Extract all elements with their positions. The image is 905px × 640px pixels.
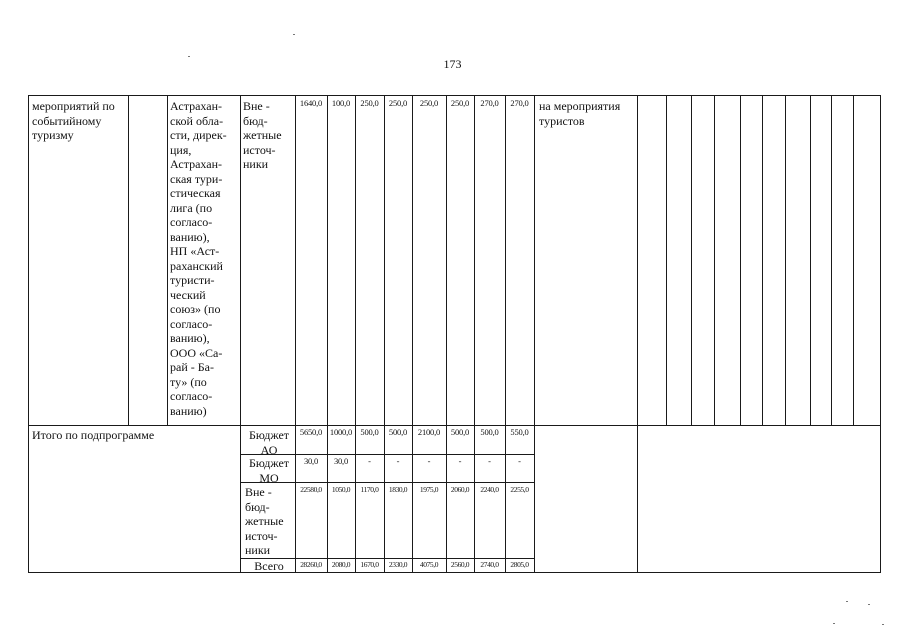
scan-speck xyxy=(188,56,190,57)
col-divider xyxy=(831,95,832,425)
scan-speck xyxy=(846,601,848,602)
funding-source-cell: Бюджет МО xyxy=(248,456,290,485)
value-cell: 2330,0 xyxy=(388,560,408,569)
col-divider xyxy=(666,95,667,425)
scan-speck xyxy=(293,34,295,35)
col-divider xyxy=(505,95,506,573)
scan-speck xyxy=(868,604,870,605)
value-cell: 1170,0 xyxy=(360,485,379,494)
value-cell: 2805,0 xyxy=(510,560,529,569)
event-name-cell: мероприятий по событийному туризму xyxy=(32,99,115,142)
value-cell: 30,0 xyxy=(333,456,349,466)
col-divider xyxy=(446,95,447,573)
col-divider xyxy=(295,95,296,573)
funding-source-cell: Всего xyxy=(254,559,284,573)
value-cell: 22580,0 xyxy=(300,485,322,494)
value-cell: 2560,0 xyxy=(450,560,470,569)
executors-cell: Астрахан- ской обла- сти, дирек- ция, Астрахан- ская тури- стическая лига (по согласо- ванию), НП «Аст- раханский туристи- ческий союз» (по согласо- ванию), ООО «Са- рай - Ба- ту» (по согласо- ванию) xyxy=(170,99,227,418)
value-cell: 1975,0 xyxy=(419,485,439,494)
value-cell: - xyxy=(396,456,400,466)
value-cell: 2255,0 xyxy=(510,485,529,494)
value-cell: 500,0 xyxy=(388,427,408,437)
col-divider xyxy=(785,95,786,425)
col-divider xyxy=(412,95,413,573)
value-cell: 550,0 xyxy=(510,427,529,437)
col-divider xyxy=(691,95,692,425)
value-cell: 250,0 xyxy=(388,98,408,108)
col-divider xyxy=(853,95,854,425)
value-cell: - xyxy=(488,456,491,466)
summary-label: Итого по подпрограмме xyxy=(32,428,155,442)
value-cell: 5650,0 xyxy=(299,427,323,437)
value-cell: 270,0 xyxy=(480,98,499,108)
col-divider xyxy=(384,95,385,573)
value-cell: 250,0 xyxy=(360,98,379,108)
table-frame xyxy=(28,95,881,573)
value-cell: - xyxy=(427,456,431,466)
value-cell: 1640,0 xyxy=(299,98,323,108)
page-number: 173 xyxy=(443,57,462,71)
value-cell: 500,0 xyxy=(480,427,499,437)
value-cell: 500,0 xyxy=(450,427,470,437)
funding-source-cell: Вне - бюд- жетные источ- ники xyxy=(243,99,282,171)
scan-speck xyxy=(882,624,884,625)
value-cell: 270,0 xyxy=(510,98,529,108)
row-divider xyxy=(28,425,881,426)
col-divider xyxy=(714,95,715,425)
col-divider xyxy=(474,95,475,573)
funding-source-cell: Бюджет АО xyxy=(248,428,290,457)
col-divider xyxy=(762,95,763,425)
value-cell: 1000,0 xyxy=(329,427,353,437)
funding-source-cell: Вне - бюд- жетные источ- ники xyxy=(245,485,284,557)
value-cell: - xyxy=(368,456,371,466)
col-divider xyxy=(740,95,741,425)
value-cell: 28260,0 xyxy=(300,560,322,569)
value-cell: - xyxy=(458,456,462,466)
result-cell: на мероприятия туристов xyxy=(539,99,621,128)
value-cell: 1670,0 xyxy=(360,560,379,569)
col-divider xyxy=(810,95,811,425)
value-cell: 2240,0 xyxy=(480,485,499,494)
value-cell: 250,0 xyxy=(419,98,439,108)
value-cell: 30,0 xyxy=(303,456,319,466)
col-divider xyxy=(534,95,535,573)
value-cell: 100,0 xyxy=(331,98,351,108)
value-cell: - xyxy=(518,456,521,466)
col-divider xyxy=(128,95,129,425)
value-cell: 2740,0 xyxy=(480,560,499,569)
col-divider xyxy=(167,95,168,425)
scan-speck xyxy=(833,623,835,624)
value-cell: 2100,0 xyxy=(417,427,441,437)
col-divider xyxy=(637,95,638,573)
col-divider xyxy=(327,95,328,573)
col-divider xyxy=(355,95,356,573)
value-cell: 250,0 xyxy=(450,98,470,108)
value-cell: 1050,0 xyxy=(331,485,351,494)
value-cell: 1830,0 xyxy=(388,485,408,494)
value-cell: 2080,0 xyxy=(331,560,351,569)
value-cell: 4075,0 xyxy=(419,560,439,569)
value-cell: 2060,0 xyxy=(450,485,470,494)
col-divider xyxy=(240,95,241,573)
value-cell: 500,0 xyxy=(360,427,379,437)
